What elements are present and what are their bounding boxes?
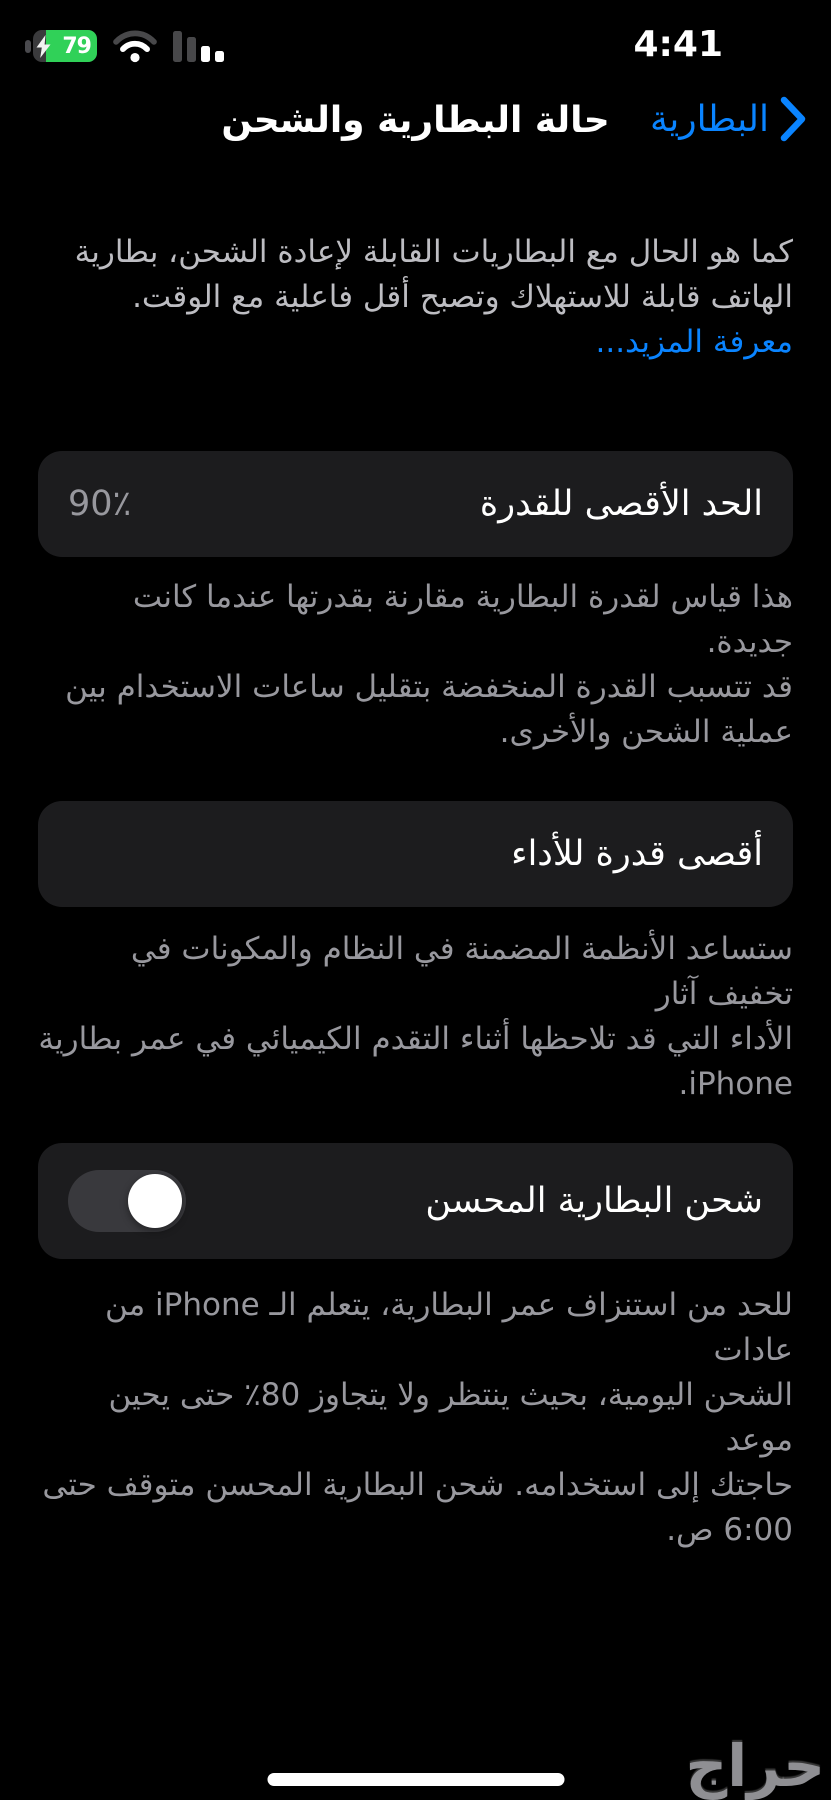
footnote-line: 6:00 ص. (666, 1512, 793, 1548)
chevron-right-icon (779, 96, 807, 142)
clock-time: 4:41 (633, 24, 723, 65)
toggle-knob (128, 1174, 182, 1228)
footnote-line: ستساعد الأنظمة المضمنة في النظام والمكونات في تخفيف آثار (130, 931, 793, 1012)
back-button[interactable] (650, 96, 807, 142)
battery-charging-icon (25, 30, 97, 62)
peak-performance-row (38, 801, 793, 907)
peak-performance-footnote (38, 927, 793, 1107)
footnote-line: iPhone. (678, 1066, 793, 1102)
page-title: حالة البطارية والشحن (221, 100, 610, 141)
peak-performance-label: أقصى قدرة للأداء (511, 834, 763, 874)
optimized-charging-row (38, 1143, 793, 1259)
footnote-line: عملية الشحن والأخرى. (499, 714, 793, 750)
footnote-line: الأداء التي قد تلاحظها أثناء التقدم الكيميائي في عمر بطارية (38, 1021, 793, 1057)
wifi-icon (112, 30, 158, 64)
footnote-line: الشحن اليومية، بحيث ينتظر ولا يتجاوز 80٪ حتى يحين موعد (108, 1377, 793, 1458)
footnote-line: حاجتك إلى استخدامه. شحن البطارية المحسن متوقف حتى (42, 1467, 793, 1503)
learn-more-link[interactable]: معرفة المزيد... (595, 324, 793, 360)
status-bar (0, 0, 831, 80)
cellular-signal-icon (173, 30, 224, 62)
maximum-capacity-label: الحد الأقصى للقدرة (479, 484, 763, 524)
optimized-charging-label: شحن البطارية المحسن (425, 1181, 763, 1221)
battery-percent-label: 79 (62, 33, 91, 59)
optimized-charging-toggle[interactable] (68, 1170, 186, 1232)
intro-line: الهاتف قابلة للاستهلاك وتصبح أقل فاعلية مع الوقت. (132, 279, 793, 315)
back-button-label: البطارية (649, 98, 769, 140)
battery-cap (25, 40, 31, 53)
maximum-capacity-value: 90٪ (68, 484, 132, 524)
maximum-capacity-footnote (38, 575, 793, 755)
footnote-line: قد تتسبب القدرة المنخفضة بتقليل ساعات الاستخدام بين (65, 669, 793, 705)
footnote-line: هذا قياس لقدرة البطارية مقارنة بقدرتها عندما كانت جديدة. (132, 579, 793, 660)
home-indicator[interactable] (267, 1773, 564, 1786)
intro-line: كما هو الحال مع البطاريات القابلة لإعادة الشحن، بطارية (74, 234, 793, 270)
navigation-bar (0, 80, 831, 176)
maximum-capacity-row (38, 451, 793, 557)
optimized-charging-footnote (38, 1283, 793, 1553)
intro-description (38, 230, 793, 365)
footnote-line: للحد من استنزاف عمر البطارية، يتعلم الـ iPhone من عادات (104, 1287, 793, 1368)
charging-bolt-icon (35, 35, 52, 58)
haraj-watermark: حراج (685, 1732, 825, 1800)
status-icons (25, 28, 224, 64)
